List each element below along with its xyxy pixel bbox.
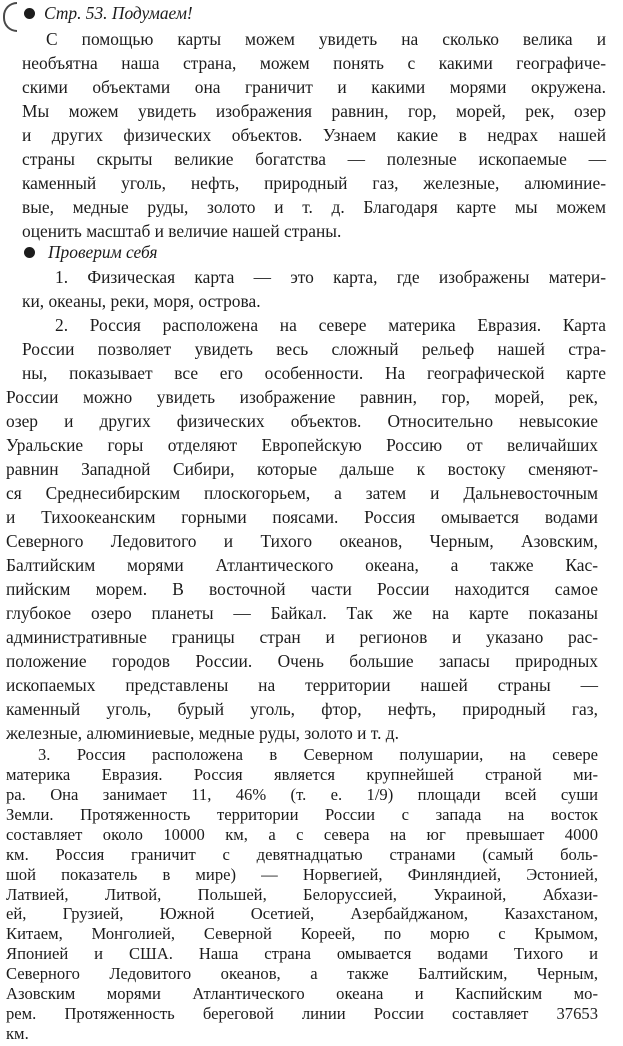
paragraph-line: вые, медные руды, золото и т. д. Благодаря карте мы можем [22, 197, 606, 217]
paragraph-line: России позволяет увидеть весь сложный рельеф нашей стра- [22, 339, 606, 359]
paragraph-line: ся Среднесибирским плоскогорьем, а затем и Дальневосточным [6, 483, 598, 503]
paragraph-line: Китаем, Монголией, Северной Кореей, по морю с Крымом, [6, 924, 598, 943]
scan-margin-mark [3, 2, 17, 32]
paragraph-line: Мы можем увидеть изображения равнин, гор, морей, рек, озер [22, 101, 606, 121]
paragraph-line: положение городов России. Очень большие запасы природных [6, 651, 598, 671]
paragraph-line: глубокое озеро планеты — Байкал. Так же на карте показаны [6, 603, 598, 623]
paragraph-line: 1. Физическая карта — это карта, где изображены матери- [55, 267, 606, 287]
paragraph-line: составляет около 10000 км, а с севера на юг превышает 4000 [6, 825, 598, 844]
bullet-icon [24, 8, 35, 19]
paragraph-line: России можно увидеть изображение равнин, гор, морей, рек, [6, 387, 598, 407]
paragraph-line: равнин Западной Сибири, которые дальше к востоку сменяют- [6, 459, 598, 479]
paragraph-line: ки, океаны, реки, моря, острова. [22, 291, 261, 311]
paragraph-line: каменный уголь, бурый уголь, фтор, нефть, природный газ, [6, 699, 598, 719]
paragraph-line: Латвией, Литвой, Польшей, Белоруссией, Украиной, Абхази- [6, 885, 598, 904]
paragraph-line: каменный уголь, нефть, природный газ, железные, алюминие- [22, 173, 606, 193]
paragraph-line: 3. Россия расположена в Северном полушарии, на севере [38, 745, 598, 764]
paragraph-line: озер и других физических объектов. Относительно невысокие [6, 411, 598, 431]
section-heading: Проверим себя [48, 242, 158, 262]
paragraph-line: пийским морем. В восточной части России находится самое [6, 579, 598, 599]
paragraph-line: ны, показывает все его особенности. На географической карте [22, 363, 606, 383]
paragraph-line: рем. Протяженность береговой линии России составляет 37653 [6, 1004, 598, 1023]
paragraph-line: Балтийским морями Атлантического океана, а также Кас- [6, 555, 598, 575]
paragraph-line: Северного Ледовитого океанов, а также Балтийским, Черным, [6, 964, 598, 983]
paragraph-line: С помощью карты можем увидеть на сколько велика и [46, 29, 606, 49]
paragraph-line: материка Евразия. Россия является крупнейшей страной ми- [6, 765, 598, 784]
paragraph-line: км. [6, 1024, 29, 1043]
paragraph-line: км. Россия граничит с девятнадцатью странами (самый боль- [6, 845, 598, 864]
paragraph-line: Азовским морями Атлантического океана и Каспийским мо- [6, 984, 598, 1003]
paragraph-line: оценить масштаб и величие нашей страны. [22, 221, 342, 241]
paragraph-line: шой показатель в мире) — Норвегией, Финляндией, Эстонией, [6, 865, 598, 884]
paragraph-line: Северного Ледовитого и Тихого океанов, Черным, Азовским, [6, 531, 598, 551]
paragraph-line: ископаемых представлены на территории нашей страны — [6, 675, 598, 695]
paragraph-line: Уральские горы отделяют Европейскую Россию от величайших [6, 435, 598, 455]
section-heading: Стр. 53. Подумаем! [44, 3, 193, 23]
paragraph-line: необъятна наша страна, можем понять с какими географиче- [22, 53, 606, 73]
paragraph-line: Японией и США. Наша страна омывается водами Тихого и [6, 944, 598, 963]
paragraph-line: административные границы стран и регионов и указано рас- [6, 627, 598, 647]
bullet-icon [24, 247, 35, 258]
paragraph-line: скими объектами она граничит и какими морями окружена. [22, 77, 606, 97]
paragraph-line: и Тихоокеанским горными поясами. Россия омывается водами [6, 507, 598, 527]
paragraph-line: 2. Россия расположена на севере материка Евразия. Карта [55, 315, 606, 335]
paragraph-line: Земли. Протяженность территории России с запада на восток [6, 805, 598, 824]
paragraph-line: ей, Грузией, Южной Осетией, Азербайджаном, Казахстаном, [6, 904, 598, 923]
paragraph-line: и других физических объектов. Узнаем какие в недрах нашей [22, 125, 606, 145]
paragraph-line: ра. Она занимает 11, 46% (т. е. 1/9) площади всей суши [6, 785, 598, 804]
paragraph-line: страны скрыты великие богатства — полезные ископаемые — [22, 149, 606, 169]
paragraph-line: железные, алюминиевые, медные руды, золото и т. д. [6, 723, 399, 743]
